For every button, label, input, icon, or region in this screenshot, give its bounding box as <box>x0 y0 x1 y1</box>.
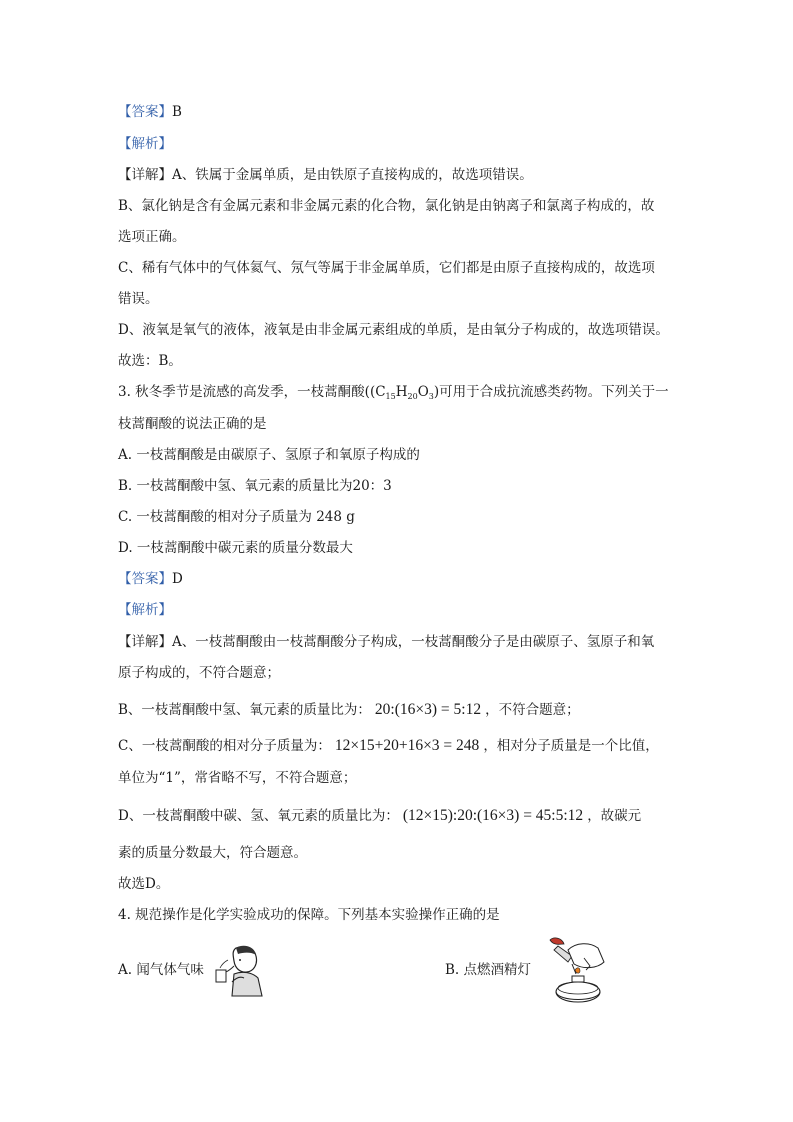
detail-tag: 【详解】 <box>118 634 172 650</box>
answer-tag: 【答案】 <box>118 104 172 120</box>
detail-tag: 【详解】 <box>118 167 172 183</box>
smelling-gas-illustration <box>210 944 266 998</box>
q3-exp-c <box>118 736 659 756</box>
q4-stem: 4. 规范操作是化学实验成功的保障。下列基本实验操作正确的是 <box>118 907 500 923</box>
formula-sub-h: 20 <box>407 392 418 401</box>
q2-exp-b1: B、氯化钠是含有金属元素和非金属元素的化合物，氯化钠是由钠离子和氯离子构成的，故 <box>118 198 655 214</box>
q2-exp-d: D、液氧是氧气的液体，液氧是由非金属元素组成的单质，是由氧分子构成的，故选项错误。 <box>118 322 669 338</box>
q3-exp-c-formula: 12×15+20+16×3 = 248 <box>334 737 480 754</box>
q4-option-b: B. 点燃酒精灯 <box>445 962 532 978</box>
q3-analysis-tag: 【解析】 <box>118 602 172 618</box>
q2-exp-b2: 选项正确。 <box>118 229 186 245</box>
q2-detail-line-a <box>118 165 533 185</box>
q3-option-a: A. 一枝蒿酮酸是由碳原子、氢原子和氧原子构成的 <box>118 447 420 463</box>
q3-exp-b-tail: ，不符合题意； <box>485 702 580 718</box>
formula-sub-o: 3 <box>428 392 434 401</box>
q3-stem-line2: 枝蒿酮酸的说法正确的是 <box>118 416 267 432</box>
q3-answer-line <box>118 569 183 589</box>
q3-exp-b-text: B、一枝蒿酮酸中氢、氧元素的质量比为： <box>118 702 371 718</box>
q3-exp-b-formula: 20:(16×3) = 5:12 <box>374 701 482 718</box>
q3-exp-a1: A、一枝蒿酮酸由一枝蒿酮酸分子构成，一枝蒿酮酸分子是由碳原子、氢原子和氧 <box>172 634 655 650</box>
q2-conclusion: 故选：B。 <box>118 353 182 369</box>
formula-o: O <box>417 384 429 400</box>
q3-conclusion: 故选D。 <box>118 876 170 892</box>
q3-detail-line-a1 <box>118 632 654 652</box>
q3-exp-a2: 原子构成的，不符合题意； <box>118 665 280 681</box>
q3-option-d: D. 一枝蒿酮酸中碳元素的质量分数最大 <box>118 540 353 556</box>
lighting-alcohol-lamp-illustration <box>528 934 610 1008</box>
answer-value: B <box>172 104 182 120</box>
formula-sub-c: 15 <box>385 392 396 401</box>
q2-exp-c2: 错误。 <box>118 291 159 307</box>
answer-tag: 【答案】 <box>118 571 172 587</box>
q3-stem-pre: 3. 秋冬季节是流感的高发季，一枝蒿酮酸((C <box>118 384 386 400</box>
q2-answer-line <box>118 102 182 122</box>
q3-exp-d-formula: (12×15):20:(16×3) = 45:5:12 <box>402 807 584 824</box>
formula-h: H <box>395 384 408 400</box>
q3-option-c: C. 一枝蒿酮酸的相对分子质量为 248 g <box>118 509 355 525</box>
q3-stem-line1 <box>118 382 669 407</box>
q3-exp-b <box>118 700 580 720</box>
q3-exp-d2: 素的质量分数最大，符合题意。 <box>118 845 307 861</box>
q4-option-a: A. 闻气体气味 <box>118 962 204 978</box>
q3-exp-c-tail: ，相对分子质量是一个比值， <box>483 738 659 754</box>
q3-stem-post: )可用于合成抗流感类药物。下列关于一 <box>433 384 669 400</box>
q2-exp-a: A、铁属于金属单质，是由铁原子直接构成的，故选项错误。 <box>172 167 533 183</box>
q3-option-b: B. 一枝蒿酮酸中氢、氧元素的质量比为20：3 <box>118 478 392 494</box>
q3-exp-d-text: D、一枝蒿酮酸中碳、氢、氧元素的质量比为： <box>118 808 399 824</box>
q3-exp-c2: 单位为“1”，常省略不写，不符合题意； <box>118 770 357 786</box>
q2-analysis-tag: 【解析】 <box>118 136 172 152</box>
q3-exp-d <box>118 806 641 826</box>
answer-value: D <box>172 571 183 587</box>
q3-exp-c-text: C、一枝蒿酮酸的相对分子质量为： <box>118 738 331 754</box>
q2-exp-c1: C、稀有气体中的气体氦气、氖气等属于非金属单质，它们都是由原子直接构成的，故选项 <box>118 260 655 276</box>
q3-exp-d-tail: ，故碳元 <box>587 808 642 824</box>
